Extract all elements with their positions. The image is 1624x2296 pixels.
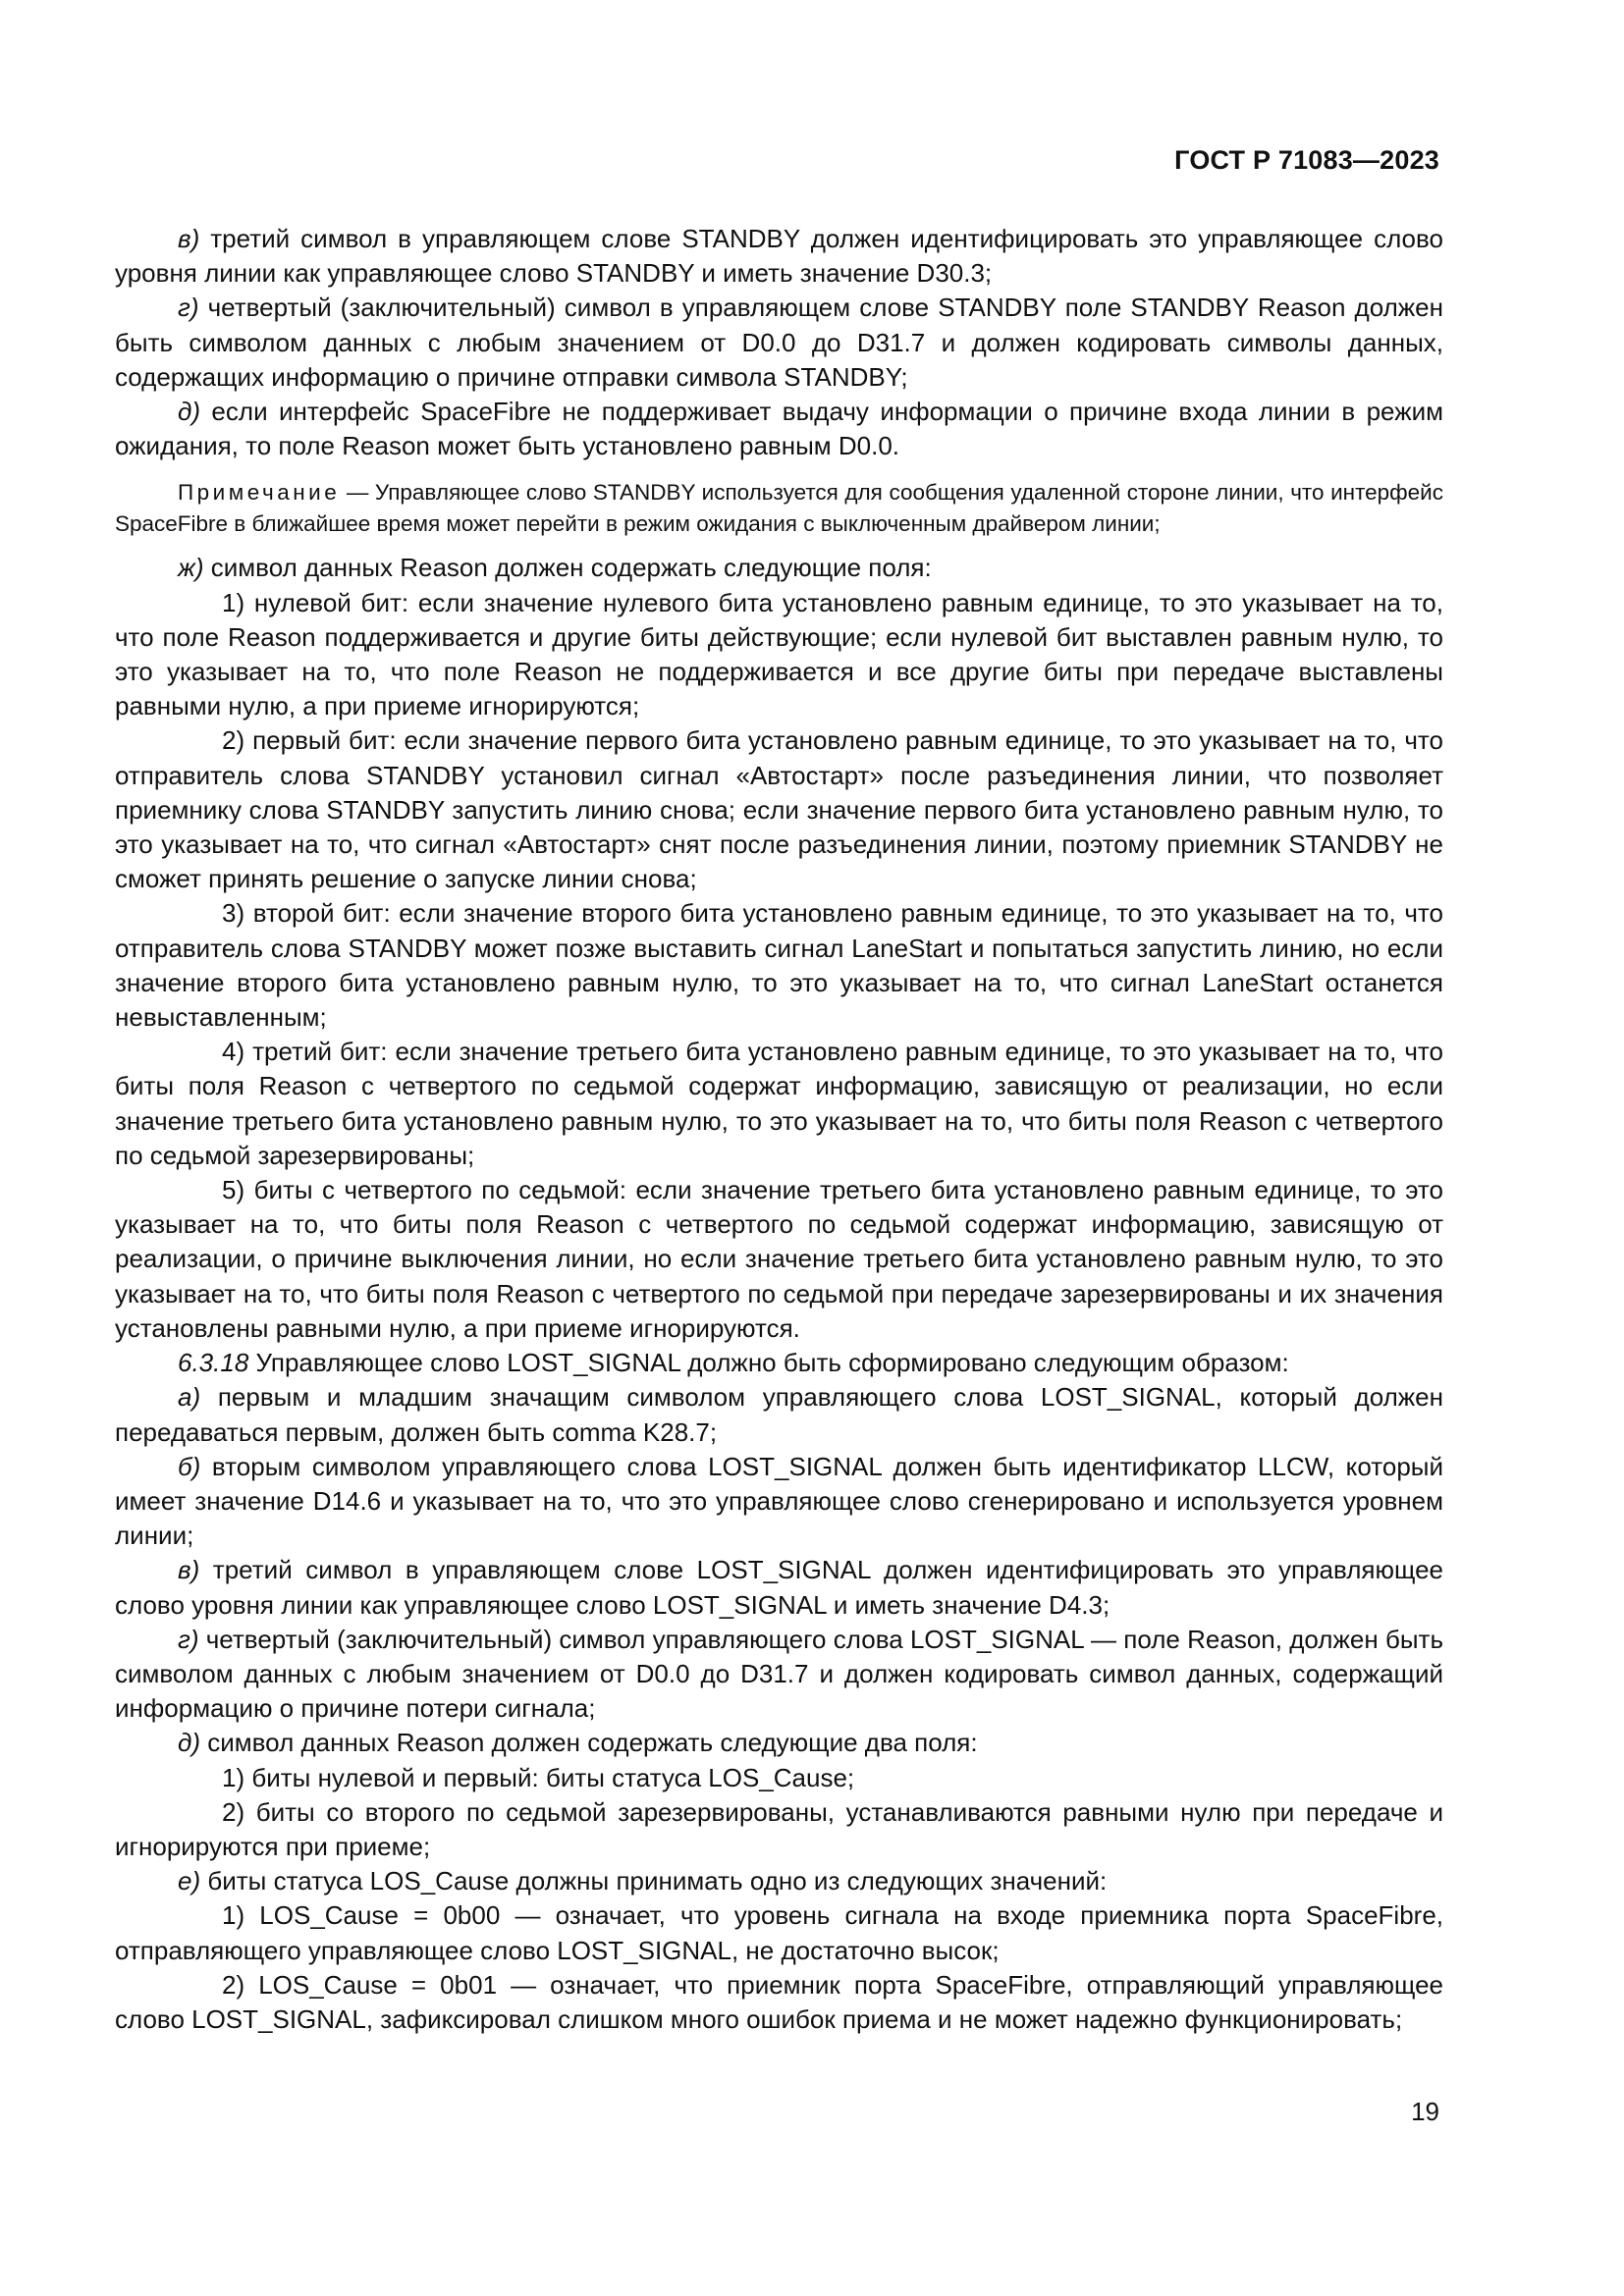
item-marker: б) <box>178 1451 201 1481</box>
item-marker: в) <box>178 224 200 253</box>
item-marker: д) <box>178 397 201 427</box>
item-text: третий символ в управляющем слове STANDBY должен идентифицировать это управляющее слово уровня линии как управляющее слово STANDBY и иметь значение D30.3; <box>115 224 1443 289</box>
item-text: символ данных Reason должен содержать следующие два поля: <box>200 1728 978 1758</box>
item-marker: г) <box>178 1624 199 1654</box>
item-text: 3) второй бит: если значение второго бита установлено равным единице, то это указывает на то, что отправитель слова STANDBY может позже выставить сигнал LaneStart и попытаться запустить линию, но если значение второго бита установлено равным нулю, то это указывает на то, что сигнал LaneStart останется невыставленным; <box>115 898 1443 1033</box>
list-subitem <box>115 1173 1443 1346</box>
item-marker: е) <box>178 1866 201 1896</box>
list-subitem <box>115 1795 1443 1864</box>
item-text: вторым символом управляющего слова LOST_SIGNAL должен быть идентификатор LLCW, который имеет значение D14.6 и указывает на то, что это управляющее слово сгенерировано и используется уровнем линии; <box>115 1451 1443 1551</box>
list-item <box>115 1553 1443 1622</box>
list-item <box>115 1623 1443 1727</box>
list-subitem <box>115 723 1443 896</box>
list-item <box>115 1450 1443 1554</box>
list-subitem <box>115 1761 1443 1795</box>
item-text: 4) третий бит: если значение третьего бита установлено равным единице, то это указывает на то, что биты поля Reason с четвертого по седьмой содержат информацию, зависящую от реализации, но если значение третьего бита установлено равным нулю, то это указывает на то, что биты поля Reason с четвертого по седьмой зарезервированы; <box>115 1037 1443 1170</box>
item-text: 5) биты с четвертого по седьмой: если значение третьего бита установлено равным единице, то это указывает на то, что биты поля Reason с четвертого по седьмой содержат информацию, зависящую от реализации, о причине выключения линии, но если значение третьего бита установлено равным нулю, то это указывает на то, что биты поля Reason с четвертого по седьмой при передаче зарезервированы и их значения установлены равными нулю, а при приеме игнорируются. <box>115 1175 1443 1343</box>
item-marker: 6.3.18 <box>178 1348 249 1378</box>
list-item <box>115 1346 1443 1380</box>
item-marker: в) <box>178 1555 200 1585</box>
list-item <box>115 1864 1443 1898</box>
list-item <box>115 222 1443 291</box>
item-text: 1) биты нулевой и первый: биты статуса LOS_Cause; <box>222 1762 855 1792</box>
note-text: — Управляющее слово STANDBY используется для сообщения удаленной стороне линии, что интерфейс SpaceFibre в ближайшее время может перейти в режим ожидания с выключенным драйвером линии; <box>115 480 1443 537</box>
page-number: 19 <box>1411 2097 1439 2126</box>
list-subitem <box>115 1968 1443 2037</box>
list-item <box>115 1380 1443 1449</box>
item-text: 2) биты со второго по седьмой зарезервированы, устанавливаются равными нулю при передаче и игнорируются при приеме; <box>115 1796 1443 1861</box>
list-subitem <box>115 1035 1443 1173</box>
item-text: 2) LOS_Cause = 0b01 — означает, что приемник порта SpaceFibre, отправляющий управляющее слово LOST_SIGNAL, зафиксировал слишком много ошибок приема и не может надежно функционировать; <box>115 1969 1443 2034</box>
item-text: Управляющее слово LOST_SIGNAL должно быть сформировано следующим образом: <box>248 1348 1289 1378</box>
item-text: первым и младшим значащим символом управляющего слова LOST_SIGNAL, который должен передаваться первым, должен быть comma K28.7; <box>115 1382 1443 1447</box>
document-header: ГОСТ Р 71083—2023 <box>1174 145 1439 175</box>
item-marker: г) <box>178 293 199 323</box>
list-subitem <box>115 586 1443 724</box>
list-item <box>115 395 1443 463</box>
item-text: если интерфейс SpaceFibre не поддерживает выдачу информации о причине входа линии в режим ожидания, то поле Reason может быть установлено равным D0.0. <box>115 397 1443 461</box>
list-subitem <box>115 896 1443 1035</box>
item-marker: ж) <box>178 553 204 583</box>
item-text: 1) нулевой бит: если значение нулевого бита установлено равным единице, то это указывает на то, что поле Reason поддерживается и другие биты действующие; если нулевой бит выставлен равным нулю, то это указывает на то, что поле Reason не поддерживается и все другие биты при передаче выставлены равными нулю, а при приеме игнорируются; <box>115 587 1443 721</box>
note-paragraph <box>115 477 1443 540</box>
list-item <box>115 1726 1443 1760</box>
item-text: 2) первый бит: если значение первого бита установлено равным единице, то это указывает на то, что отправитель слова STANDBY установил сигнал «Автостарт» после разъединения линии, что позволяет приемнику слова STANDBY запустить линию снова; если значение первого бита установлено равным нулю, то это указывает на то, что сигнал «Автостарт» снят после разъединения линии, поэтому приемник STANDBY не сможет принять решение о запуске линии снова; <box>115 725 1443 894</box>
item-text: четвертый (заключительный) символ управляющего слова LOST_SIGNAL — поле Reason, должен быть символом данных с любым значением от D0.0 до D31.7 и должен кодировать символ данных, содержащий информацию о причине потери сигнала; <box>115 1624 1443 1724</box>
list-subitem <box>115 1898 1443 1967</box>
item-text: символ данных Reason должен содержать следующие поля: <box>203 553 932 583</box>
document-body <box>115 222 1443 2037</box>
item-marker: а) <box>178 1382 201 1413</box>
item-text: третий символ в управляющем слове LOST_SIGNAL должен идентифицировать это управляющее слово уровня линии как управляющее слово LOST_SIGNAL и иметь значение D4.3; <box>115 1555 1443 1620</box>
item-text: биты статуса LOS_Cause должны принимать одно из следующих значений: <box>200 1866 1108 1896</box>
item-marker: д) <box>178 1728 201 1758</box>
list-item <box>115 291 1443 395</box>
item-text: 1) LOS_Cause = 0b00 — означает, что уровень сигнала на входе приемника порта SpaceFibre, отправляющего управляющее слово LOST_SIGNAL, не достаточно высок; <box>115 1900 1443 1965</box>
note-label: Примечание <box>178 480 341 506</box>
list-item <box>115 551 1443 585</box>
item-text: четвертый (заключительный) символ в управляющем слове STANDBY поле STANDBY Reason должен быть символом данных с любым значением от D0.0 до D31.7 и должен кодировать символы данных, содержащих информацию о причине отправки символа STANDBY; <box>115 293 1443 392</box>
